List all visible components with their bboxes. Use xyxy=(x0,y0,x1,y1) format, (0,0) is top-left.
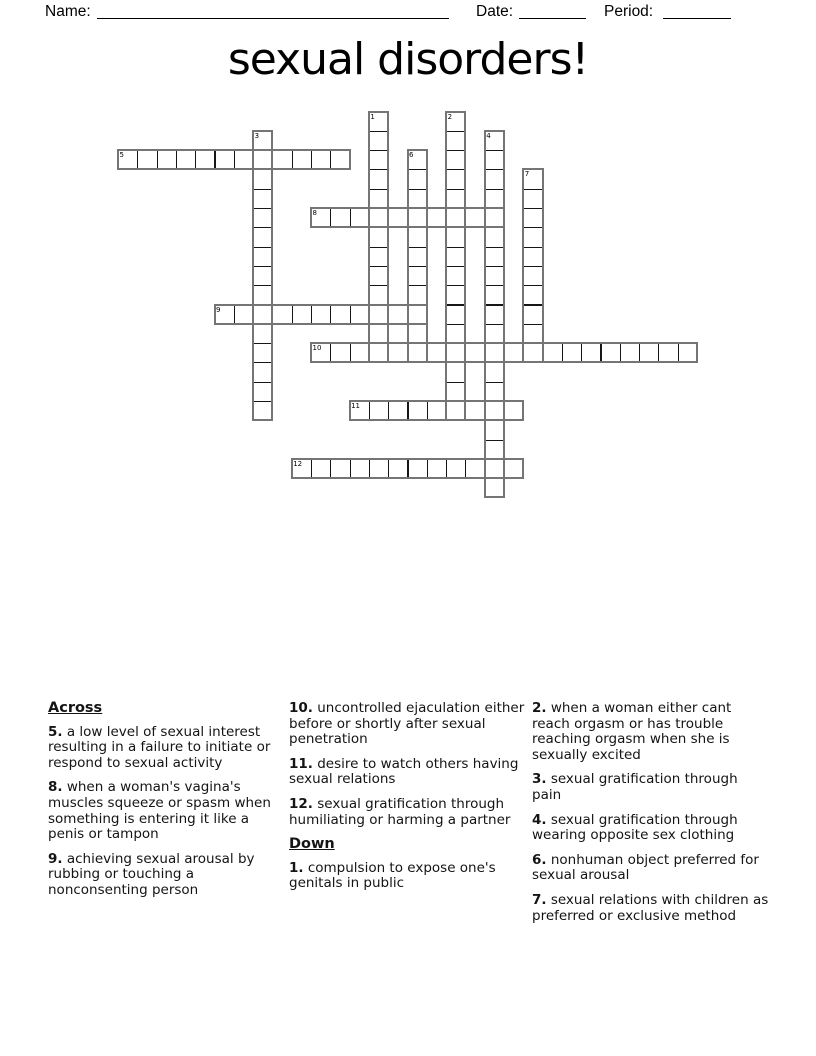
clue-text: a low level of sexual interest resulting in a failure to initiate or respond to sexual activity xyxy=(48,723,271,771)
grid-cell xyxy=(523,208,543,228)
grid-cell xyxy=(369,131,389,151)
grid-cell xyxy=(369,343,389,363)
clue-text: sexual gratification through humiliating or harming a partner xyxy=(289,795,511,828)
grid-cell xyxy=(408,208,428,228)
grid-cell xyxy=(253,285,273,305)
grid-cell xyxy=(639,343,659,363)
grid-cell xyxy=(427,343,447,363)
grid-cell xyxy=(485,247,505,267)
grid-cell xyxy=(485,266,505,286)
cell-number-6: 6 xyxy=(409,151,414,160)
grid-cell xyxy=(678,343,698,363)
grid-cell xyxy=(253,401,273,421)
grid-cell xyxy=(272,305,292,325)
name-label: Name: xyxy=(45,3,91,20)
clue-10 xyxy=(289,701,526,748)
grid-cell xyxy=(369,189,389,209)
grid-cell xyxy=(601,343,621,363)
grid-cell xyxy=(369,208,389,228)
grid-cell xyxy=(253,189,273,209)
cell-number-2: 2 xyxy=(447,112,453,121)
grid-cell xyxy=(408,227,428,247)
grid-cell xyxy=(369,227,389,247)
cell-number-4: 4 xyxy=(486,131,491,140)
grid-cell xyxy=(408,247,428,267)
grid-cell xyxy=(369,169,389,189)
cell-number-5: 5 xyxy=(119,151,124,160)
grid-cell xyxy=(523,266,543,286)
grid-cell xyxy=(485,305,505,325)
grid-cell xyxy=(408,343,428,363)
grid-cell xyxy=(330,208,350,228)
grid-cell xyxy=(427,459,447,479)
grid-cell xyxy=(330,343,350,363)
grid-cell xyxy=(253,227,273,247)
grid-cell xyxy=(485,189,505,209)
clue-number: 5. xyxy=(48,723,63,740)
clue-8 xyxy=(48,780,285,842)
grid-cell xyxy=(620,343,640,363)
grid-cell xyxy=(581,343,601,363)
grid-cell xyxy=(504,401,524,421)
period-label: Period: xyxy=(604,3,654,20)
grid-cell xyxy=(369,305,389,325)
grid-cell xyxy=(523,305,543,325)
grid-cell xyxy=(446,266,466,286)
grid-cell xyxy=(523,285,543,305)
grid-cell xyxy=(369,459,389,479)
grid-cell xyxy=(408,459,428,479)
grid-cell xyxy=(272,150,292,170)
cell-number-8: 8 xyxy=(312,209,317,217)
grid-cell xyxy=(253,343,273,363)
clue-text: when a woman either cant reach orgasm or has trouble reaching orgasm when she is sexually excited xyxy=(532,700,732,763)
grid-cell xyxy=(504,459,524,479)
grid-cell xyxy=(253,324,273,344)
clue-number: 3. xyxy=(532,771,547,788)
grid-cell xyxy=(350,305,370,325)
grid-cell xyxy=(330,305,350,325)
grid-cell xyxy=(446,343,466,363)
grid-cell xyxy=(253,305,273,325)
clue-number: 2. xyxy=(532,700,547,716)
grid-cell xyxy=(253,382,273,402)
grid-cell xyxy=(253,208,273,228)
grid-cell xyxy=(523,343,543,363)
clue-column-2 xyxy=(289,701,526,901)
grid-cell xyxy=(446,459,466,479)
grid-cell xyxy=(330,459,350,479)
clue-text: when a woman's vagina's muscles squeeze or spasm when something is entering it like a penis or tampon xyxy=(48,779,271,843)
grid-cell xyxy=(485,420,505,440)
grid-cell xyxy=(523,189,543,209)
clue-number: 8. xyxy=(48,779,63,796)
grid-cell xyxy=(369,285,389,305)
grid-cell xyxy=(311,150,331,170)
grid-cell xyxy=(408,266,428,286)
grid-cell xyxy=(446,324,466,344)
grid-cell xyxy=(408,285,428,305)
grid-cell xyxy=(369,150,389,170)
grid-cell xyxy=(350,208,370,228)
clue-text: compulsion to expose one's genitals in public xyxy=(289,859,496,892)
clue-text: uncontrolled ejaculation either before or shortly after sexual penetration xyxy=(289,700,525,748)
grid-cell xyxy=(253,362,273,382)
grid-cell xyxy=(504,343,524,363)
grid-cell xyxy=(446,382,466,402)
grid-cell xyxy=(446,169,466,189)
grid-cell xyxy=(369,247,389,267)
grid-cell xyxy=(253,169,273,189)
grid-cell xyxy=(446,285,466,305)
clue-number: 11. xyxy=(289,755,313,772)
grid-cell xyxy=(446,208,466,228)
grid-cell xyxy=(311,459,331,479)
grid-cell xyxy=(195,150,215,170)
grid-cell xyxy=(350,343,370,363)
grid-cell xyxy=(292,305,312,325)
clue-number: 4. xyxy=(532,811,547,828)
clue-text: sexual relations with children as preferred or exclusive method xyxy=(532,891,769,924)
clue-text: achieving sexual arousal by rubbing or touching a nonconsenting person xyxy=(48,850,255,898)
grid-cell xyxy=(562,343,582,363)
clue-5 xyxy=(48,725,285,772)
clue-2 xyxy=(532,701,769,763)
clue-12 xyxy=(289,797,526,828)
clues-heading-across: Across xyxy=(48,700,103,716)
clue-11 xyxy=(289,757,526,788)
grid-cell xyxy=(523,247,543,267)
grid-cell xyxy=(485,478,505,498)
grid-cell xyxy=(446,247,466,267)
grid-cell xyxy=(350,459,370,479)
clue-column-3 xyxy=(532,701,769,933)
grid-cell xyxy=(485,440,505,460)
grid-cell xyxy=(408,324,428,344)
grid-cell xyxy=(485,169,505,189)
cell-number-12: 12 xyxy=(293,459,303,468)
cell-number-11: 11 xyxy=(351,402,361,410)
grid-cell xyxy=(427,208,447,228)
grid-cell xyxy=(446,305,466,325)
clue-9 xyxy=(48,852,285,899)
clue-number: 12. xyxy=(289,795,313,812)
grid-cell xyxy=(408,401,428,421)
grid-cell xyxy=(446,131,466,151)
grid-cell xyxy=(485,150,505,170)
clue-text: sexual gratification through wearing opposite sex clothing xyxy=(532,811,738,844)
clue-number: 6. xyxy=(532,851,547,868)
clue-text: sexual gratification through pain xyxy=(532,771,738,803)
clue-number: 7. xyxy=(532,891,547,908)
clue-number: 9. xyxy=(48,850,63,867)
grid-cell xyxy=(485,401,505,421)
cell-number-3: 3 xyxy=(254,131,260,140)
grid-cell xyxy=(523,324,543,344)
grid-cell xyxy=(485,343,505,363)
cell-number-10: 10 xyxy=(312,344,322,353)
grid-cell xyxy=(137,150,157,170)
grid-cell xyxy=(369,266,389,286)
grid-cell xyxy=(446,150,466,170)
clue-3 xyxy=(532,772,769,803)
grid-cell xyxy=(176,150,196,170)
clue-number: 10. xyxy=(289,700,313,716)
grid-cell xyxy=(465,343,485,363)
grid-cell xyxy=(311,305,331,325)
grid-cell xyxy=(465,401,485,421)
grid-cell xyxy=(485,362,505,382)
clue-text: desire to watch others having sexual relations xyxy=(289,755,519,788)
date-label: Date: xyxy=(476,3,514,20)
cell-number-7: 7 xyxy=(524,170,530,179)
grid-cell xyxy=(388,208,408,228)
grid-cell xyxy=(253,247,273,267)
grid-cell xyxy=(446,227,466,247)
grid-cell xyxy=(330,150,350,170)
cell-number-1: 1 xyxy=(370,112,375,121)
grid-cell xyxy=(465,208,485,228)
grid-cell xyxy=(253,150,273,170)
grid-cell xyxy=(292,150,312,170)
grid-cell xyxy=(485,208,505,228)
grid-cell xyxy=(427,401,447,421)
clue-1 xyxy=(289,861,526,892)
clue-column-1 xyxy=(48,701,285,908)
grid-cell xyxy=(369,324,389,344)
grid-cell xyxy=(388,305,408,325)
grid-cell xyxy=(543,343,563,363)
worksheet-title: sexual disorders! xyxy=(227,34,589,85)
grid-cell xyxy=(388,343,408,363)
grid-cell xyxy=(253,266,273,286)
grid-cell xyxy=(523,227,543,247)
grid-cell xyxy=(388,459,408,479)
grid-cell xyxy=(465,459,485,479)
grid-cell xyxy=(234,150,254,170)
grid-cell xyxy=(408,189,428,209)
grid-cell xyxy=(388,401,408,421)
grid-cell xyxy=(485,227,505,247)
grid-cell xyxy=(485,285,505,305)
clue-4 xyxy=(532,813,769,844)
clue-number: 1. xyxy=(289,859,304,876)
clue-text: nonhuman object preferred for sexual arousal xyxy=(532,851,759,884)
grid-cell xyxy=(446,401,466,421)
grid-cell xyxy=(234,305,254,325)
grid-cell xyxy=(658,343,678,363)
grid-cell xyxy=(485,324,505,344)
grid-cell xyxy=(408,305,428,325)
grid-cell xyxy=(215,150,235,170)
grid-cell xyxy=(446,189,466,209)
clues-heading-down: Down xyxy=(289,836,335,853)
clue-6 xyxy=(532,853,769,884)
cell-number-9: 9 xyxy=(216,305,221,314)
grid-cell xyxy=(446,362,466,382)
grid-cell xyxy=(485,459,505,479)
grid-cell xyxy=(408,169,428,189)
grid-cell xyxy=(157,150,177,170)
grid-cell xyxy=(485,382,505,402)
clue-7 xyxy=(532,893,769,924)
grid-cell xyxy=(369,401,389,421)
